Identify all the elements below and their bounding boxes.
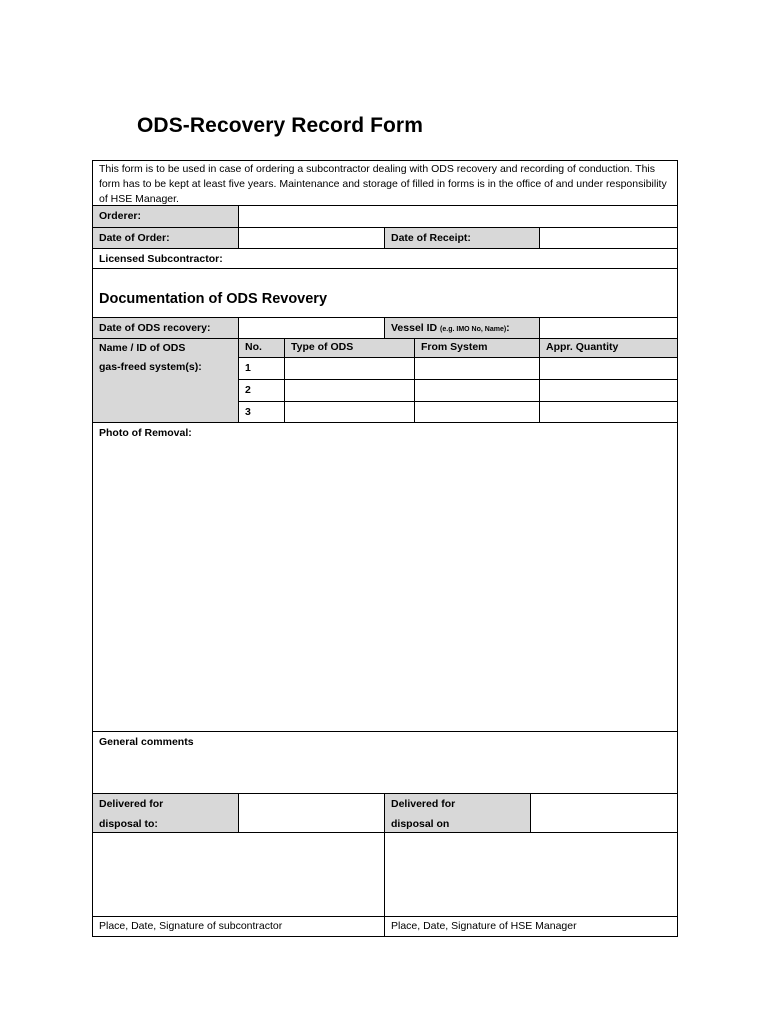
- header-no: No.: [238, 338, 285, 358]
- subcontractor-signature-label: Place, Date, Signature of subcontractor: [92, 916, 385, 937]
- vessel-id-colon: :: [506, 322, 510, 334]
- vessel-id-field[interactable]: [539, 317, 678, 339]
- row-2-no: 2: [238, 379, 285, 402]
- ods-system-label-line2: gas-freed system(s):: [99, 361, 202, 373]
- row-1-from-system[interactable]: [414, 357, 540, 380]
- intro-text: This form is to be used in case of ordering a subcontractor dealing with ODS recovery and recording of conduction. This form has to be kept at least five years. Maintenance and storage of filled in forms is in the office of and under responsibility of HSE Manager.: [92, 160, 678, 206]
- general-comments-area[interactable]: General comments: [92, 731, 678, 794]
- vessel-id-label: [384, 317, 540, 339]
- row-2-quantity[interactable]: [539, 379, 678, 402]
- vessel-id-text: Vessel ID: [391, 322, 438, 334]
- hse-signature-area[interactable]: [384, 832, 678, 917]
- delivered-to-field[interactable]: [238, 793, 385, 833]
- ods-system-label: [92, 338, 239, 423]
- delivered-to-line1: Delivered for: [99, 798, 164, 810]
- row-3-from-system[interactable]: [414, 401, 540, 423]
- licensed-subcontractor-label[interactable]: Licensed Subcontractor:: [92, 248, 678, 269]
- delivered-on-line2: disposal on: [391, 818, 450, 830]
- row-1-no: 1: [238, 357, 285, 380]
- row-3-type[interactable]: [284, 401, 415, 423]
- subcontractor-signature-area[interactable]: [92, 832, 385, 917]
- delivered-on-label: [384, 793, 531, 833]
- delivered-on-line1: Delivered for: [391, 798, 456, 810]
- row-2-type[interactable]: [284, 379, 415, 402]
- header-from-system: From System: [414, 338, 540, 358]
- row-1-quantity[interactable]: [539, 357, 678, 380]
- date-of-recovery-label: Date of ODS recovery:: [92, 317, 239, 339]
- orderer-label: Orderer:: [92, 205, 239, 228]
- row-3-quantity[interactable]: [539, 401, 678, 423]
- row-3-no: 3: [238, 401, 285, 423]
- header-appr-quantity: Appr. Quantity: [539, 338, 678, 358]
- date-of-order-label: Date of Order:: [92, 227, 239, 249]
- date-of-recovery-field[interactable]: [238, 317, 385, 339]
- row-1-type[interactable]: [284, 357, 415, 380]
- vessel-id-hint: (e.g. IMO No, Name): [440, 326, 507, 333]
- date-of-order-field[interactable]: [238, 227, 385, 249]
- hse-signature-label: Place, Date, Signature of HSE Manager: [384, 916, 678, 937]
- orderer-field[interactable]: [238, 205, 678, 228]
- documentation-heading: Documentation of ODS Revovery: [92, 268, 678, 318]
- row-2-from-system[interactable]: [414, 379, 540, 402]
- delivered-on-field[interactable]: [530, 793, 678, 833]
- photo-of-removal-area[interactable]: Photo of Removal:: [92, 422, 678, 732]
- delivered-to-line2: disposal to:: [99, 818, 158, 830]
- form-title: ODS-Recovery Record Form: [137, 114, 423, 137]
- date-of-receipt-field[interactable]: [539, 227, 678, 249]
- date-of-receipt-label: Date of Receipt:: [384, 227, 540, 249]
- delivered-to-label: [92, 793, 239, 833]
- header-type-of-ods: Type of ODS: [284, 338, 415, 358]
- ods-system-label-line1: Name / ID of ODS: [99, 342, 186, 354]
